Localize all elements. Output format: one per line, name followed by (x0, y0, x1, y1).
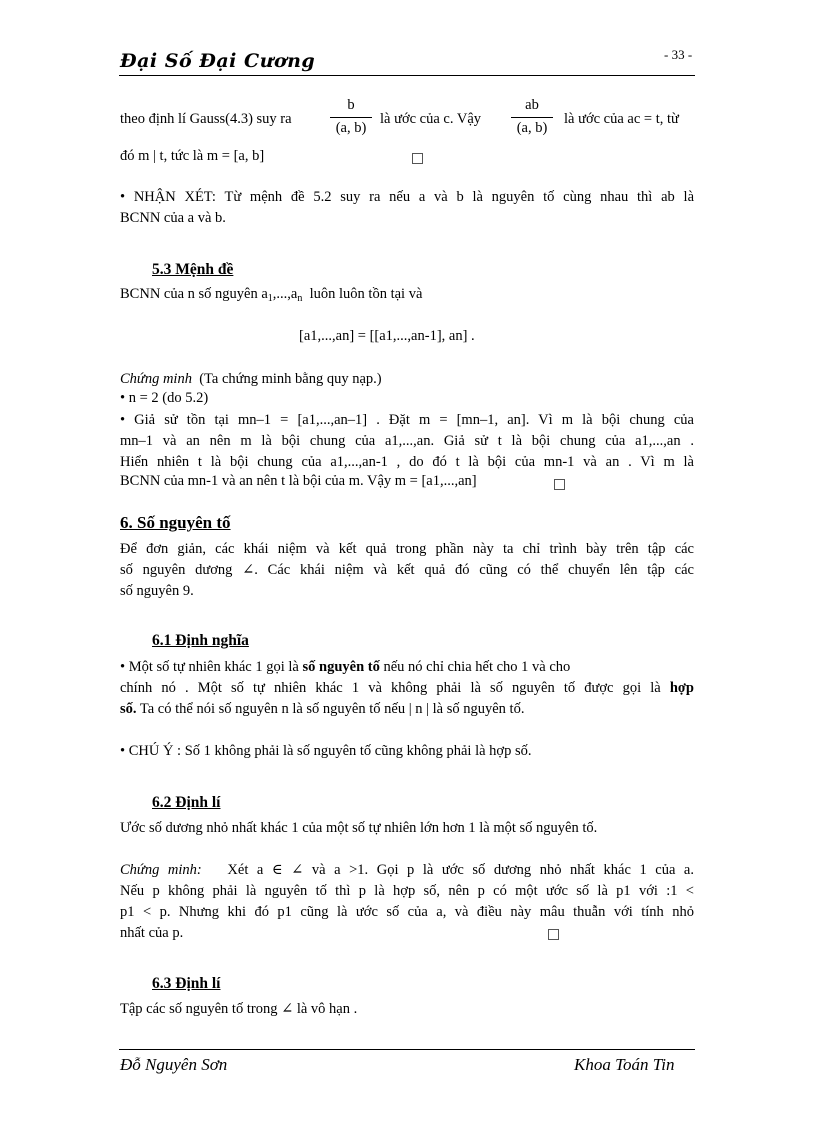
frac2-denominator: (a, b) (516, 120, 548, 136)
s53-proof-line2: mn–1 và an nên m là bội chung của a1,...,an. Giả sử t là bội chung của a1,...,an . (120, 433, 694, 449)
s6-line1: Để đơn giản, các khái niệm và kết quả trong phần này ta chỉ trình bày trên tập các (120, 541, 694, 557)
s61-line1: • Một số tự nhiên khác 1 gọi là số nguyên tố nếu nó chỉ chia hết cho 1 và cho (120, 659, 571, 675)
section-5-3-heading: 5.3 Mệnh đề (152, 261, 234, 278)
s62-proof-line2: Nếu p không phải là nguyên tố thì p là hợp số, nên p có một ước số là p1 với :1 < (120, 883, 694, 899)
footer-department: Khoa Toán Tin (574, 1055, 675, 1074)
section-6-1-heading: 6.1 Định nghĩa (152, 632, 249, 649)
qed-box (548, 926, 559, 943)
s62-proof-line3: p1 < p. Nhưng khi đó p1 cũng là ước số của a, và điều này mâu thuẫn với tính nhỏ (120, 904, 694, 920)
s61-line3: số. Ta có thể nói số nguyên n là số nguyên tố nếu | n | là số nguyên tố. (120, 701, 525, 717)
intro-line2: đó m | t, tức là m = [a, b] (120, 148, 265, 164)
s62-proof-line1: Chứng minh: Xét a ∈ ∠ và a >1. Gọi p là ước số dương nhỏ nhất khác 1 của a. (120, 862, 694, 878)
s62-statement: Ước số dương nhỏ nhất khác 1 của một số tự nhiên lớn hơn 1 là một số nguyên tố. (120, 820, 598, 836)
frac1-numerator: b (347, 97, 355, 113)
footer-rule (119, 1049, 695, 1050)
section-6-2-heading: 6.2 Định lí (152, 794, 221, 811)
intro-post: là ước của ac = t, từ (564, 111, 679, 127)
intro-pre: theo định lí Gauss(4.3) suy ra (120, 111, 292, 127)
s53-proof-line3: Hiển nhiên t là bội chung của a1,...,an-1 , do đó t là bội của mn-1 và an . Vì m là (120, 454, 694, 470)
s61-line2: chính nó . Một số tự nhiên khác 1 và không phải là số nguyên tố được gọi là hợp (120, 680, 694, 696)
section-6-3-heading: 6.3 Định lí (152, 975, 221, 992)
s53-proof-intro: Chứng minh (Ta chứng minh bằng quy nạp.) (120, 371, 382, 387)
fraction-b-over-ab (330, 97, 372, 137)
s53-proof-line1: • Giả sử tồn tại mn–1 = [a1,...,an–1] . Đặt m = [mn–1, an]. Vì m là bội chung của (120, 412, 694, 428)
s6-line3: số nguyên 9. (120, 583, 194, 599)
section-6-heading: 6. Số nguyên tố (120, 513, 231, 532)
remark-line2: BCNN của a và b. (120, 210, 226, 226)
frac1-denominator: (a, b) (335, 120, 367, 136)
header-title: Đại Số Đại Cương (120, 50, 316, 72)
qed-box (554, 476, 565, 493)
header-rule (119, 75, 695, 76)
s61-note: • CHÚ Ý : Số 1 không phải là số nguyên tố cũng không phải là hợp số. (120, 743, 532, 759)
fraction-ab-over-ab (511, 97, 553, 137)
page-number: - 33 - (664, 47, 693, 62)
footer-author: Đỗ Nguyên Sơn (120, 1055, 228, 1074)
s6-line2: số nguyên dương ∠. Các khái niệm và kết quả đó cũng có thể chuyển lên tập các (120, 562, 694, 578)
remark-line1: • NHẬN XÉT: Từ mệnh đề 5.2 suy ra nếu a và b là nguyên tố cùng nhau thì ab là (120, 189, 694, 205)
s62-proof-line4: nhất của p. (120, 925, 184, 941)
qed-box (412, 150, 423, 167)
s53-bullet1: • n = 2 (do 5.2) (120, 390, 209, 406)
intro-mid: là ước của c. Vậy (380, 111, 482, 127)
frac2-numerator: ab (525, 97, 539, 113)
s53-statement: BCNN của n số nguyên $a_1,...,a_n$ luôn luôn tồn tại và (120, 286, 423, 304)
s53-formula: [a1,...,an] = [[a1,...,an-1], an] . (299, 328, 475, 344)
s53-proof-line4: BCNN của mn-1 và an nên t là bội của m. Vậy m = [a1,...,an] (120, 473, 477, 489)
s63-statement: Tập các số nguyên tố trong ∠ là vô hạn . (120, 1001, 358, 1017)
